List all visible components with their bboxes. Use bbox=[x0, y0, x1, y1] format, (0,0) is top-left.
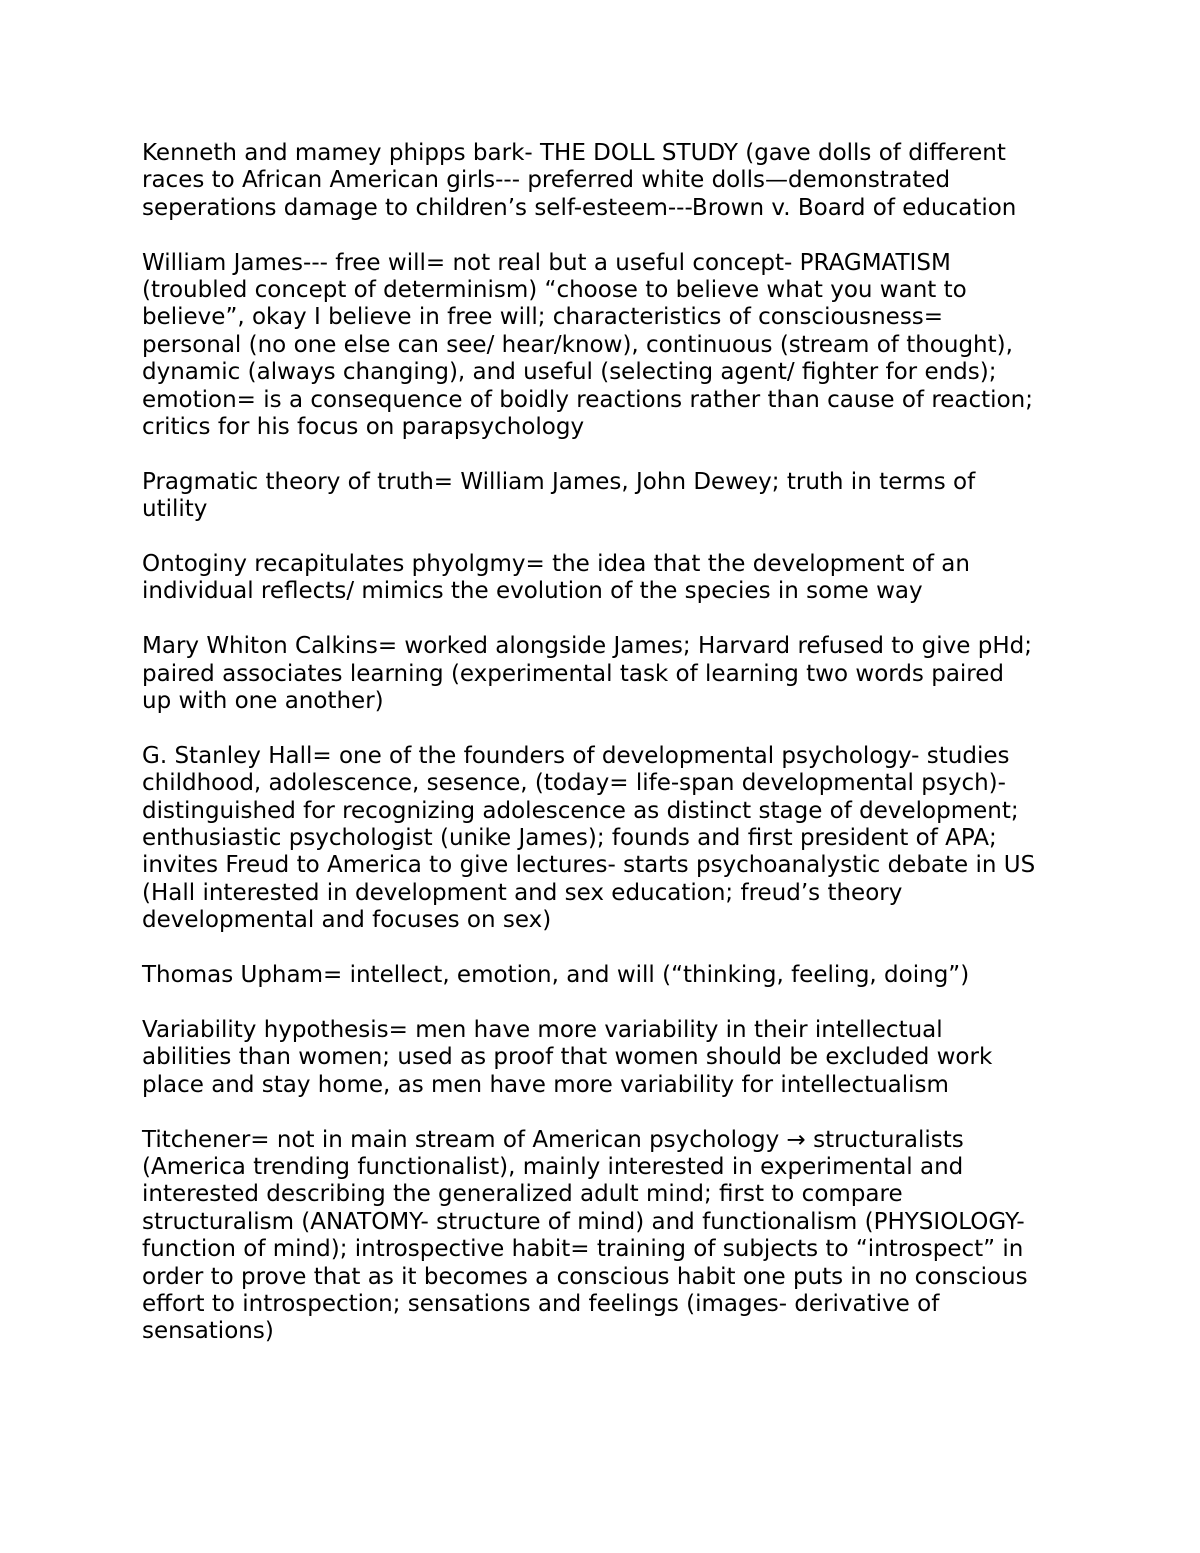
paragraph-ontogeny: Ontoginy recapitulates phyolgmy= the idea that the development of an individual reflects/ mimics the evolution of the species in some way bbox=[142, 551, 970, 605]
paragraph-titchener: Titchener= not in main stream of American psychology → structuralists (America trending functionalist), mainly interested in experimental and interested describing the generalized adult mind; first to compare structuralism (ANATOMY- structure of mind) and functionalism (PHYSIOLOGY- function of mind); introspective habit= training of subjects to “introspect” in order to prove that as it becomes a conscious habit one puts in no conscious effort to introspection; sensations and feelings (images- derivative of sensations) bbox=[142, 1126, 1028, 1345]
paragraph-variability-hypothesis: Variability hypothesis= men have more variability in their intellectual abilities than women; used as proof that women should be excluded work place and stay home, as men have more variability for intellectualism bbox=[142, 1016, 993, 1098]
paragraph-mary-calkins: Mary Whiton Calkins= worked alongside James; Harvard refused to give pHd; paired associates learning (experimental task of learning two words paired up with one another) bbox=[142, 633, 1032, 715]
paragraph-doll-study: Kenneth and mamey phipps bark- THE DOLL STUDY (gave dolls of different races to African American girls--- preferred white dolls—demonstrated seperations damage to children’s self-esteem---Brown v. Board of education bbox=[142, 140, 1017, 221]
paragraph-thomas-upham: Thomas Upham= intellect, emotion, and will (“thinking, feeling, doing”) bbox=[142, 962, 970, 989]
paragraph-stanley-hall: G. Stanley Hall= one of the founders of developmental psychology- studies childhood, adolescence, sesence, (today= life-span developmental psych)- distinguished for recognizing adolescence as distinct stage of development; enthusiastic psychologist (unike James); founds and first president of APA; invites Freud to America to give lectures- starts psychoanalystic debate in US (Hall interested in development and sex education; freud’s theory developmental and focuses on sex) bbox=[142, 742, 1036, 934]
paragraph-william-james: William James--- free will= not real but a useful concept- PRAGMATISM (troubled concept of determinism) “choose to believe what you want to believe”, okay I believe in free will; characteristics of consciousness= personal (no one else can see/ hear/know), continuous (stream of thought), dynamic (always changing), and useful (selecting agent/ fighter for ends); emotion= is a consequence of boidly reactions rather than cause of reaction; critics for his focus on parapsychology bbox=[142, 249, 1033, 441]
paragraph-pragmatic-theory: Pragmatic theory of truth= William James, John Dewey; truth in terms of utility bbox=[142, 468, 976, 523]
document-body bbox=[142, 140, 1072, 1373]
